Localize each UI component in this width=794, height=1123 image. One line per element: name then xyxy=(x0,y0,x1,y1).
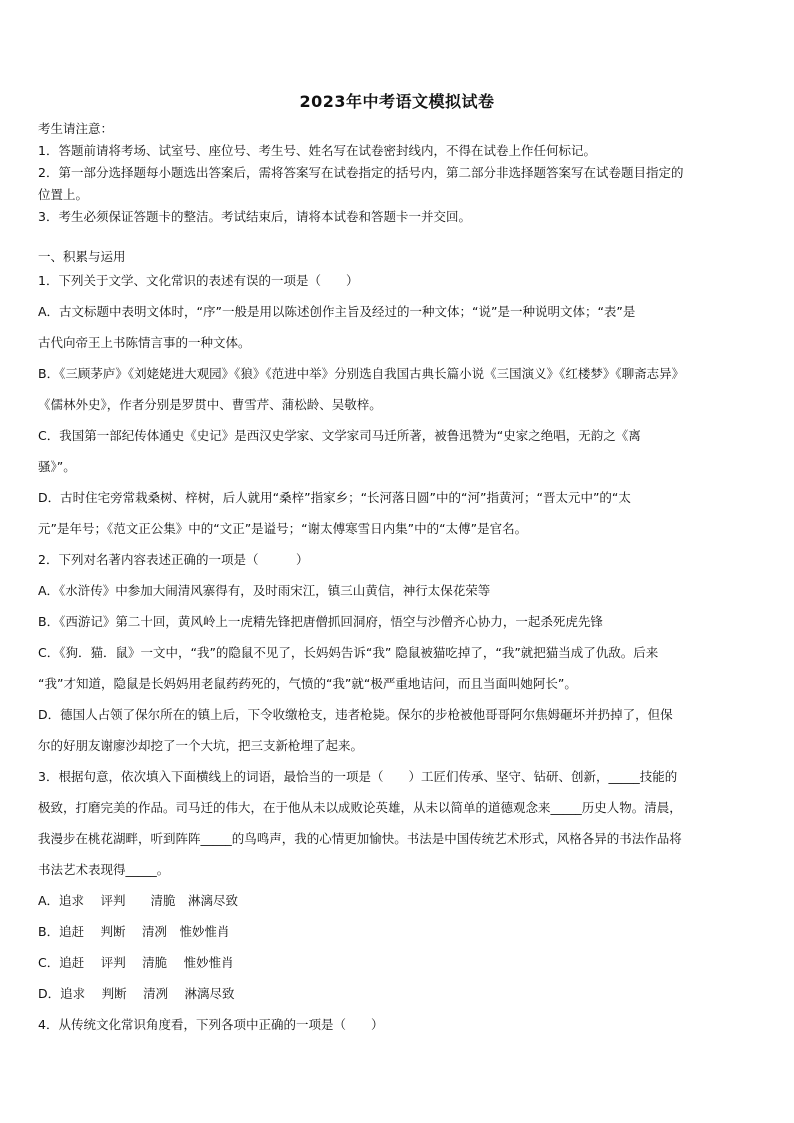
option-line: A．古文标题中表明文体时，“序”一般是用以陈述创作主旨及经过的一种文体；“说”是一种说明文体；“表”是 xyxy=(38,304,636,319)
question-line: 极致，打磨完美的作品。司马迁的伟大，在于他从未以成败论英雄，从未以简单的道德观念来_____历史人物。清晨， xyxy=(38,800,682,815)
exam-title: 2023年中考语文模拟试卷 xyxy=(299,92,495,111)
option-line: 古代向帝王上书陈情言事的一种文体。 xyxy=(38,335,251,350)
questions-block xyxy=(38,265,756,1040)
option-line: A．追求 评判 清脆 淋漓尽致 xyxy=(38,893,239,908)
notice-block xyxy=(38,118,756,228)
option-line: 尔的好朋友谢廖沙却挖了一个大坑，把三支新枪埋了起来。 xyxy=(38,738,364,753)
question-line: 4．从传统文化常识角度看，下列各项中正确的一项是（ ） xyxy=(38,1017,384,1032)
option-line: C．《狗．猫．鼠》一文中，“我”的隐鼠不见了，长妈妈告诉“我” 隐鼠被猫吃掉了，“我”就把猫当成了仇敌。后来 xyxy=(38,645,659,660)
option-line: B．《西游记》第二十回，黄风岭上一虎精先锋把唐僧抓回洞府，悟空与沙僧齐心协力，一起杀死虎先锋 xyxy=(38,614,603,629)
question-line: 3．根据句意，依次填入下面横线上的词语，最恰当的一项是（ ）工匠们传承、坚守、钻研、创新，_____技能的 xyxy=(38,769,678,784)
notice-line: 1．答题前请将考场、试室号、座位号、考生号、姓名写在试卷密封线内，不得在试卷上作任何标记。 xyxy=(38,143,596,158)
question-line: 1．下列关于文学、文化常识的表述有误的一项是（ ） xyxy=(38,273,359,288)
option-line: C．追赶 评判 清脆 惟妙惟肖 xyxy=(38,955,234,970)
option-line: D．古时住宅旁常栽桑树、梓树，后人就用“桑梓”指家乡；“长河落日圆”中的“河”指黄河；“晋太元中”的“太 xyxy=(38,490,631,505)
option-line: D．追求 判断 清冽 淋漓尽致 xyxy=(38,986,235,1001)
option-line: B．《三顾茅庐》《刘姥姥进大观园》《狼》《范进中举》分别选自我国古典长篇小说《三国演义》《红楼梦》《聊斋志异》 xyxy=(38,366,685,381)
option-line: 骚》”。 xyxy=(38,459,76,474)
notice-line: 位置上。 xyxy=(38,187,89,202)
question-line: 我漫步在桃花湖畔，听到阵阵_____的鸟鸣声，我的心情更加愉快。书法是中国传统艺术形式，风格各异的书法作品将 xyxy=(38,831,682,846)
option-line: C．我国第一部纪传体通史《史记》是西汉史学家、文学家司马迁所著，被鲁迅赞为“史家之绝唱，无韵之《离 xyxy=(38,428,641,443)
notice-line: 2．第一部分选择题每小题选出答案后，需将答案写在试卷指定的括号内，第二部分非选择题答案写在试卷题目指定的 xyxy=(38,165,684,180)
section-heading: 一、积累与运用 xyxy=(38,249,126,264)
option-line: B．追赶 判断 清冽 惟妙惟肖 xyxy=(38,924,230,939)
option-line: D．德国人占领了保尔所在的镇上后，下令收缴枪支，违者枪毙。保尔的步枪被他哥哥阿尔焦姆砸坏并扔掉了，但保 xyxy=(38,707,673,722)
question-line: 2．下列对名著内容表述正确的一项是（ ） xyxy=(38,552,309,567)
notice-heading: 考生请注意： xyxy=(38,121,114,136)
question-line: 书法艺术表现得_____。 xyxy=(38,862,170,877)
option-line: A．《水浒传》中参加大闹清风寨得有，及时雨宋江，镇三山黄信，神行太保花荣等 xyxy=(38,583,491,598)
option-line: “我”才知道，隐鼠是长妈妈用老鼠药药死的，气愤的“我”就“极严重地诘问，而且当面叫她阿长”。 xyxy=(38,676,577,691)
option-line: 《儒林外史》，作者分别是罗贯中、曹雪芹、蒲松龄、吴敬梓。 xyxy=(38,397,382,412)
notice-line: 3．考生必须保证答题卡的整洁。考试结束后，请将本试卷和答题卡一并交回。 xyxy=(38,209,471,224)
option-line: 元”是年号；《范文正公集》中的“文正”是谥号；“谢太傅寒雪日内集”中的“太傅”是官名。 xyxy=(38,521,528,536)
